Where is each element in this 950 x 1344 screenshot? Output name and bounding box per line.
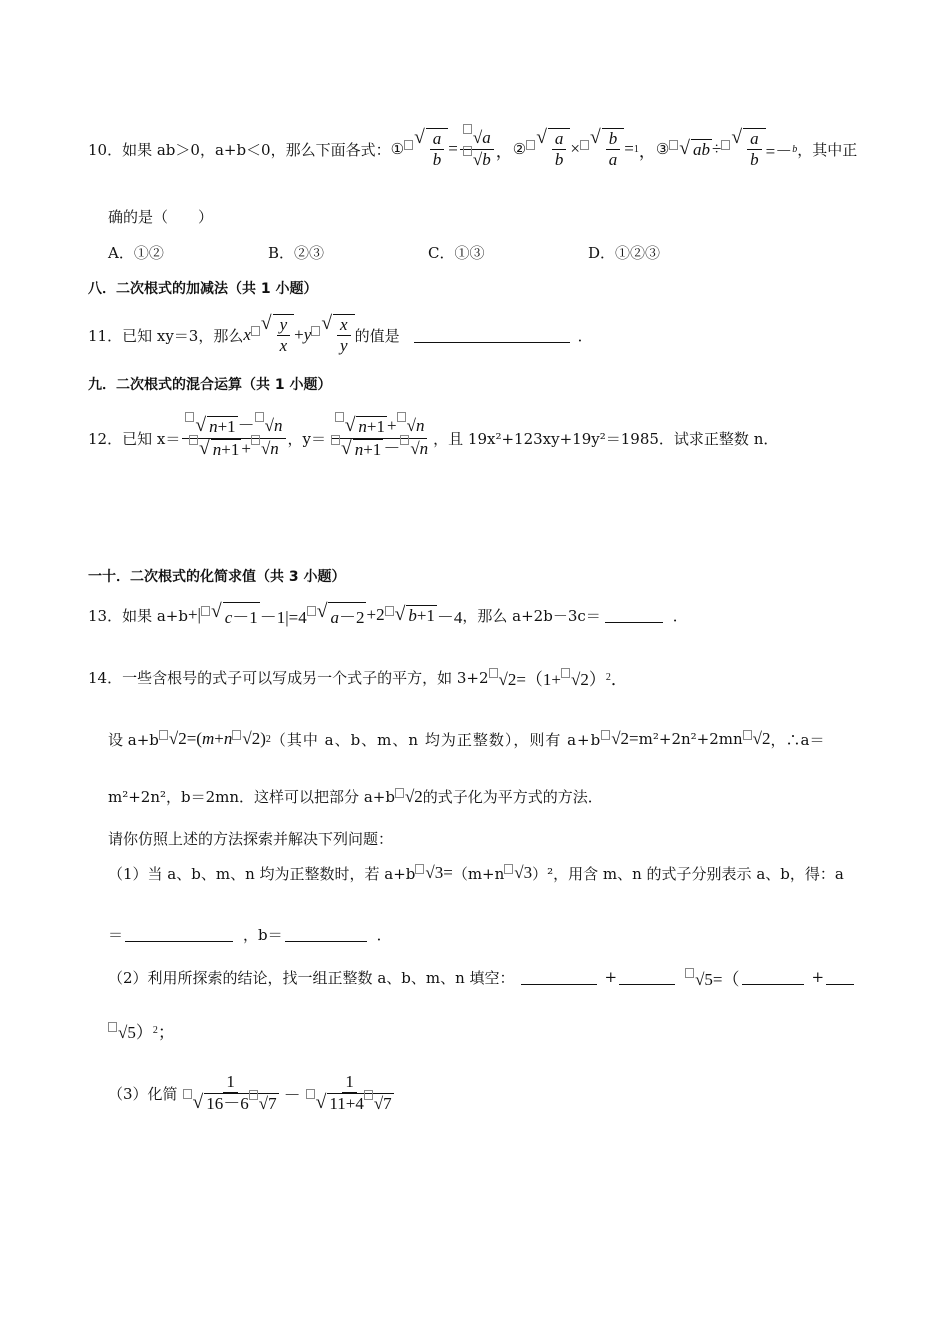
q12-mid: ，y＝ — [287, 429, 326, 448]
q14-p1d: ＝ — [108, 926, 124, 944]
q10-option-d[interactable]: D．①②③ — [588, 244, 661, 262]
q14-p2-root: √5=（ — [685, 965, 739, 990]
q14-p1c: ）²，用含 m、n 的式子分别表示 a、b，得：a — [532, 864, 844, 883]
q14-l3b: 的式子化为平方式的方法． — [422, 788, 603, 806]
q14-p1-root: √3= — [415, 863, 452, 883]
q14-p2-blank-b[interactable] — [619, 970, 675, 985]
q12-y-formula: √ n+1 + √n √ n+1 － √n — [326, 416, 433, 460]
q14-p2-close: √5） $_2$ ； — [108, 1018, 175, 1043]
q13-stem: 13．如果 a+b — [88, 606, 188, 625]
q14-a-blank[interactable] — [125, 927, 233, 942]
q14-l2a: 设 a+b — [108, 730, 159, 749]
section-8-heading: 八．二次根式的加减法（共 1 小题） — [88, 281, 318, 297]
q14-p2-blank-n[interactable] — [826, 970, 854, 985]
q10-tail: ，其中正 — [797, 140, 858, 159]
q14-line2 — [108, 722, 824, 756]
q10-option-c[interactable]: C．①③ — [428, 244, 485, 262]
q10-option-b[interactable]: B．②③ — [268, 244, 325, 262]
q10-stem: 10．如果 ab＞0，a+b＜0，那么下面各式： — [88, 140, 391, 159]
q11-answer-blank[interactable] — [414, 328, 570, 343]
q14-part1-line1 — [108, 858, 844, 888]
q13-answer-blank[interactable] — [605, 608, 663, 623]
q14-p1b: （m+n — [452, 864, 505, 883]
q14-l3: m²+2n²，b＝2mn．这样可以把部分 a+b — [108, 788, 395, 806]
q11-stem: 11．已知 xy＝3，那么 — [88, 326, 244, 345]
q12-line — [88, 410, 778, 466]
q14-p3a: （3）化简 — [108, 1084, 178, 1103]
q11-formula: x √ $\frac{y}{x}$ + y √ $\frac{x}{y}$ — [243, 314, 354, 357]
q14-p1a: （1）当 a、b、m、n 均为正整数时，若 a+b — [108, 864, 416, 883]
q14-example: √2=（1+ √2） $_2$ ． — [489, 665, 628, 690]
q14-l2b: （其中 a、b、m、n 均为正整数），则有 a+b — [270, 730, 602, 749]
section-10-heading: 一十．二次根式的化简求值（共 3 小题） — [88, 569, 346, 585]
q10-formula-3: √ ab ÷ √ $\frac{a}{b}$ =－ b — [669, 128, 797, 171]
q10-marker-1: ① — [390, 140, 405, 158]
q14-p3-formula: 1 √ 16－6 √7 － 1 √ 11+4 √7 — [178, 1072, 399, 1115]
q14-p2-blank-m[interactable] — [742, 970, 804, 985]
q10-marker-3: ③ — [655, 140, 670, 158]
q14-line3 — [108, 786, 603, 807]
q12-x-formula: √ n+1 － √n √ n+1 + √n — [180, 416, 287, 460]
q14-l2d: ，∴a＝ — [770, 730, 825, 749]
q14-part1-line2: ＝ ，b＝ ． — [108, 926, 392, 944]
q14-l2-formula: √2=( m + n √2) $_2$ — [159, 729, 271, 749]
q10-line1 — [88, 124, 857, 174]
q14-p2-blank-a[interactable] — [521, 970, 597, 985]
section-9-heading: 九．二次根式的混合运算（共 1 小题） — [88, 377, 332, 393]
q10-marker-2: ② — [512, 140, 527, 158]
q11-tail: 的值是 — [354, 326, 400, 345]
q14-l2c: m²+2n²+2mn — [638, 730, 743, 748]
q10-formula-1: √ $\frac{a}{b}$ = $\frac{√a}{√b}$ ， — [404, 128, 513, 171]
q10-option-a[interactable]: A．①② — [108, 244, 164, 262]
q11-line: 11．已知 xy＝3，那么 x √ $\frac{y}{x}$ + y √ $\frac{x}{y}$ 的值是 ． — [88, 312, 593, 355]
q14-p1e: ，b＝ — [243, 926, 283, 944]
q14-p2a: （2）利用所探索的结论，找一组正整数 a、b、m、n 填空： — [108, 968, 515, 987]
q14-l2-root: √2 — [743, 729, 771, 749]
q12-stem: 12．已知 x＝ — [88, 429, 181, 448]
q14-p1-root2: √3 — [504, 863, 532, 883]
q13-formula: +| √ c－1 －1|=4 √ a－2 +2 √ b+1 －4 — [187, 601, 463, 627]
q10-line2: 确的是（ ） — [108, 208, 214, 226]
q14-stem: 14．一些含根号的式子可以写成另一个式子的平方，如 3+2 — [88, 668, 489, 687]
q14-l3-root: √2 — [395, 787, 423, 807]
q14-part3-line — [108, 1068, 399, 1118]
q13-tail: ，那么 a+2b－3c＝ — [462, 606, 601, 625]
q13-line: 13．如果 a+b +| √ c－1 －1|=4 √ a－2 +2 √ b+1 －4 ，那么 a+2b－3c＝ ． — [88, 601, 688, 627]
q14-l2-eq: √2= — [601, 729, 638, 749]
q12-tail: ，且 19x²+123xy+19y²＝1985．试求正整数 n． — [433, 429, 779, 448]
q14-b-blank[interactable] — [285, 927, 367, 942]
q14-part2-line2 — [108, 1018, 175, 1043]
q10-formula-2: √ $\frac{a}{b}$ × √ $\frac{b}{a}$ = 1 ， — [526, 128, 656, 171]
q10-options — [108, 242, 748, 263]
q14-line4: 请你仿照上述的方法探索并解决下列问题： — [108, 830, 394, 848]
q14-line1 — [88, 662, 628, 692]
q14-part2-line1: （2）利用所探索的结论，找一组正整数 a、b、m、n 填空： + √5=（ + — [108, 962, 854, 992]
